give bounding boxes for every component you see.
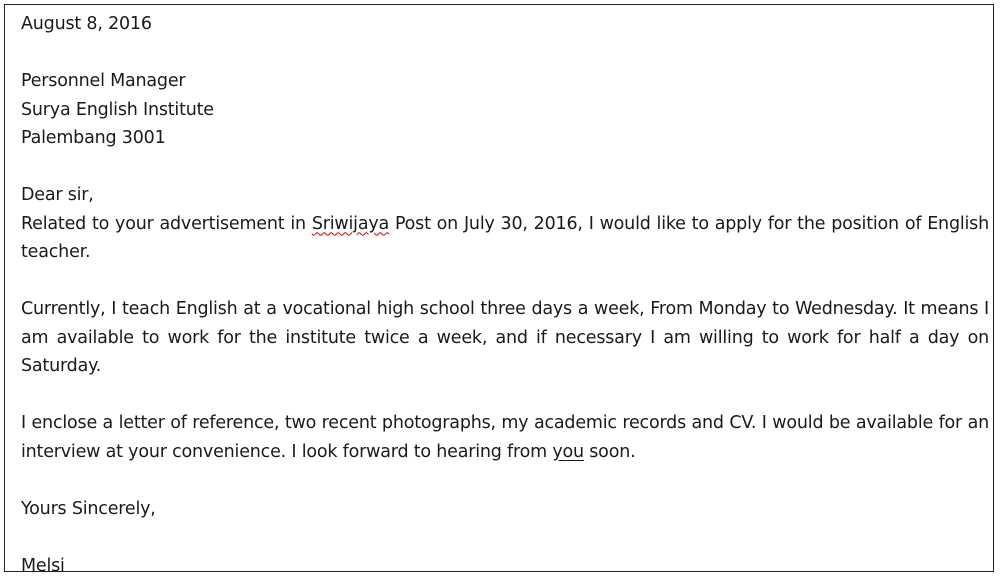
paragraph-2: Currently, I teach English at a vocational high school three days a week, From Monday to Wednesday. It means I am available to work for the institute twice a week, and if necessary I am willing to work for half a day on Saturday. <box>21 299 989 376</box>
closing: Yours Sincerely, <box>21 498 156 519</box>
paragraph-1 <box>21 210 989 267</box>
salutation: Dear sir, <box>21 185 94 205</box>
spellcheck-word[interactable]: Sriwijaya <box>311 213 390 234</box>
paragraph-1-end: Post on July 30, 2016, I would like to apply for the position of English teacher. <box>21 213 989 262</box>
paragraph-3 <box>21 409 989 466</box>
signature <box>21 552 989 573</box>
recipient-organization: Surya English Institute <box>21 99 214 120</box>
signature-name[interactable]: Melsi <box>21 555 65 572</box>
letter-body <box>21 10 989 572</box>
paragraph-3-start: I enclose a letter of reference, two recent photographs, my academic records and CV. I would be available for an interview at your convenience. I look forward to hearing from <box>21 413 989 462</box>
recipient-title: Personnel Manager <box>21 71 186 91</box>
paragraph-1-start: Related to your advertisement in <box>21 213 312 234</box>
letter-date: August 8, 2016 <box>21 14 152 34</box>
paragraph-3-end: soon. <box>583 441 636 462</box>
recipient-city: Palembang 3001 <box>21 128 166 148</box>
underlined-word: you <box>552 441 584 462</box>
document-frame <box>4 4 994 572</box>
